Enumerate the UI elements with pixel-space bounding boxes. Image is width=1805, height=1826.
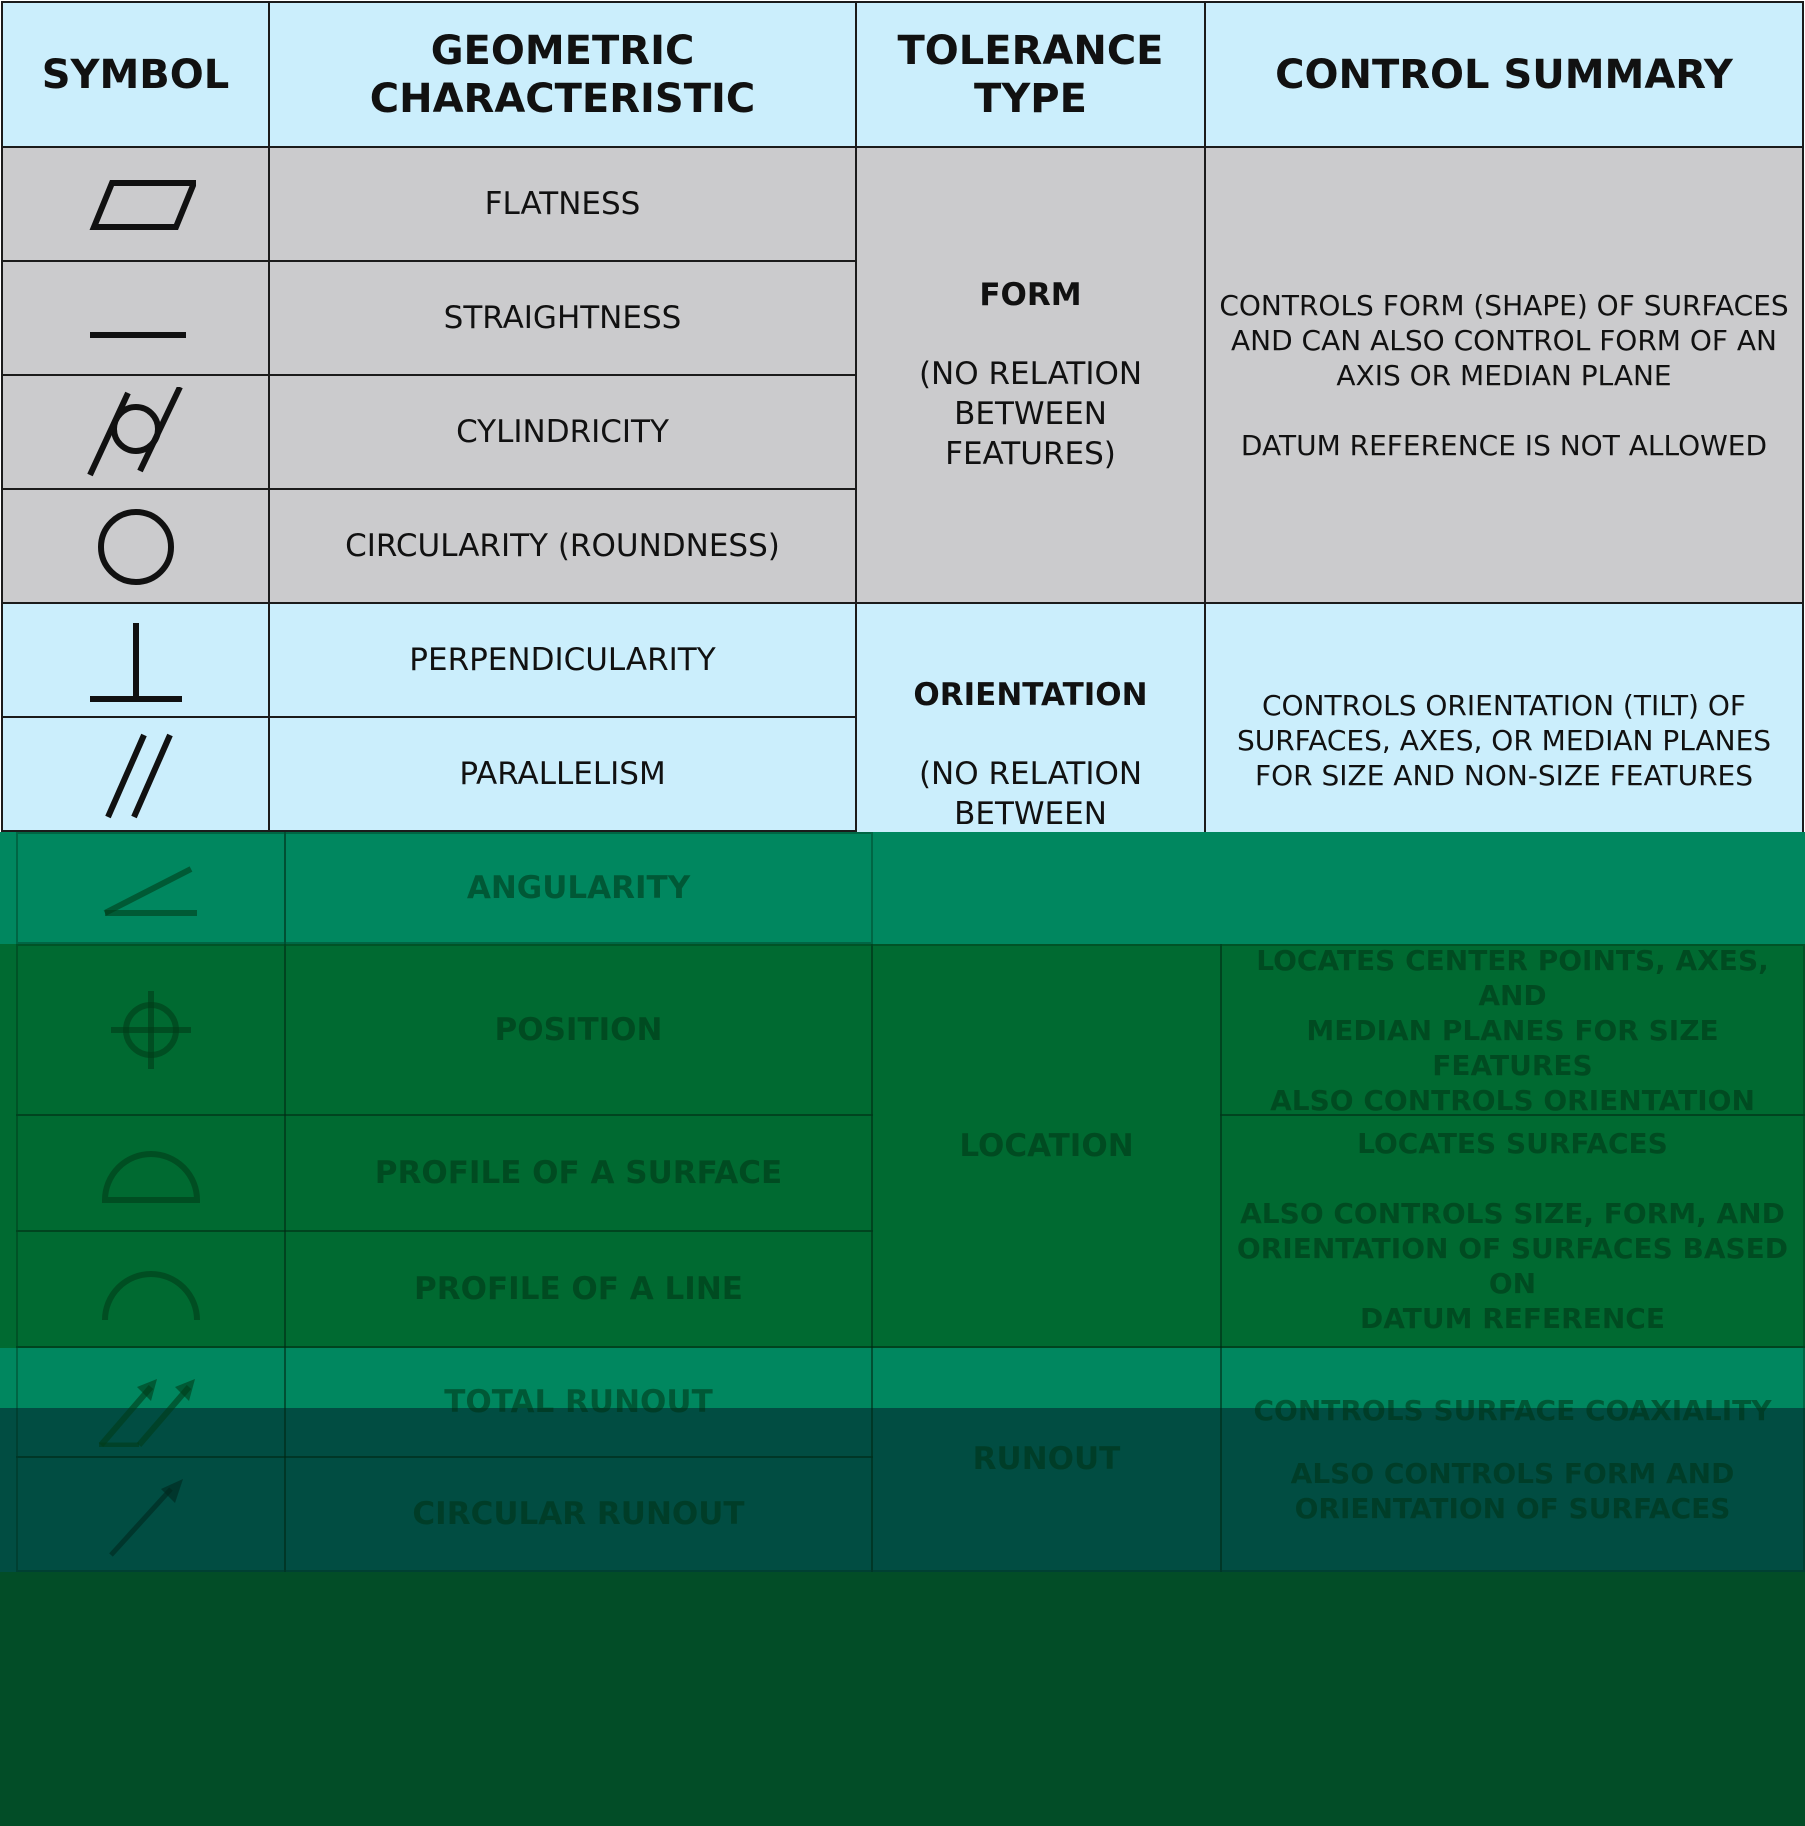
runout-summary-line3: ORIENTATION OF SURFACES	[1294, 1491, 1731, 1525]
circularity-label: CIRCULARITY (ROUNDNESS)	[345, 528, 780, 564]
parallelism-icon	[76, 729, 196, 819]
cylindricity-symbol	[1, 374, 270, 490]
form-type-sub3: FEATURES)	[945, 436, 1116, 473]
header-symbol-label: SYMBOL	[41, 51, 230, 98]
position-summary-line1: LOCATES CENTER POINTS, AXES, AND	[1256, 943, 1769, 1012]
orientation-summary-line3: FOR SIZE AND NON-SIZE FEATURES	[1255, 758, 1753, 792]
header-control-summary	[1204, 1, 1804, 148]
header-type-line2: TYPE	[974, 75, 1087, 122]
position-summary-line2: MEDIAN PLANES FOR SIZE FEATURES	[1306, 1013, 1719, 1082]
header-symbol	[1, 1, 270, 148]
straightness-name	[268, 260, 857, 376]
cylindricity-icon	[76, 387, 196, 477]
header-tolerance-type	[855, 1, 1206, 148]
header-summary-label: CONTROL SUMMARY	[1275, 51, 1733, 98]
profile-surface-label: PROFILE OF A SURFACE	[374, 1155, 783, 1191]
orientation-type-sub1: (NO RELATION	[918, 755, 1143, 792]
profile-summary-line4: DATUM REFERENCE	[1360, 1302, 1665, 1335]
orientation-type-sub2: BETWEEN	[954, 796, 1107, 832]
form-type-title: FORM	[979, 277, 1082, 314]
overlay-band-teal	[0, 832, 1805, 944]
runout-type-title: RUNOUT	[972, 1441, 1121, 1477]
perpendicularity-symbol	[1, 602, 270, 718]
orientation-type-title: ORIENTATION	[913, 677, 1148, 714]
form-summary-line4: DATUM REFERENCE IS NOT ALLOWED	[1240, 428, 1768, 462]
profile-summary-line2: ALSO CONTROLS SIZE, FORM, AND	[1240, 1197, 1785, 1230]
flatness-name	[268, 146, 857, 262]
header-characteristic-line1: GEOMETRIC	[430, 27, 695, 74]
perpendicularity-icon	[76, 615, 196, 705]
position-label: POSITION	[494, 1012, 663, 1048]
flatness-symbol	[1, 146, 270, 262]
position-summary-line3: ALSO CONTROLS ORIENTATION	[1270, 1083, 1755, 1117]
perpendicularity-label: PERPENDICULARITY	[409, 642, 716, 678]
orientation-summary-line2: SURFACES, AXES, OR MEDIAN PLANES	[1236, 723, 1772, 757]
runout-summary-line2: ALSO CONTROLS FORM AND	[1290, 1456, 1735, 1490]
cylindricity-label: CYLINDRICITY	[456, 414, 669, 450]
form-summary-line1: CONTROLS FORM (SHAPE) OF SURFACES	[1219, 288, 1789, 322]
circularity-icon	[76, 501, 196, 591]
perpendicularity-name	[268, 602, 857, 718]
straightness-icon	[76, 273, 196, 363]
total-runout-label: TOTAL RUNOUT	[444, 1384, 713, 1420]
form-type-sub2: BETWEEN	[954, 396, 1107, 432]
header-type-line1: TOLERANCE	[897, 27, 1164, 74]
flatness-label: FLATNESS	[484, 186, 641, 222]
circularity-symbol	[1, 488, 270, 604]
form-summary-line3: AXIS OR MEDIAN PLANE	[1336, 358, 1672, 392]
profile-line-label: PROFILE OF A LINE	[414, 1271, 743, 1307]
overlay-band-green	[0, 944, 1805, 1348]
parallelism-symbol	[1, 716, 270, 832]
angularity-label: ANGULARITY	[466, 870, 691, 906]
overlay-band-dark-green	[0, 1572, 1805, 1826]
parallelism-name	[268, 716, 857, 832]
orientation-summary-line1: CONTROLS ORIENTATION (TILT) OF	[1261, 688, 1747, 722]
straightness-label: STRAIGHTNESS	[443, 300, 682, 336]
runout-summary-line1: CONTROLS SURFACE COAXIALITY	[1253, 1393, 1772, 1427]
form-control-summary	[1204, 146, 1804, 604]
overlay-band-teal-2	[0, 1348, 1805, 1408]
location-type-title: LOCATION	[959, 1128, 1134, 1164]
profile-summary-line3: ORIENTATION OF SURFACES BASED ON	[1236, 1232, 1789, 1300]
cylindricity-name	[268, 374, 857, 490]
circularity-name	[268, 488, 857, 604]
header-characteristic	[268, 1, 857, 148]
straightness-symbol	[1, 260, 270, 376]
parallelism-label: PARALLELISM	[459, 756, 666, 792]
circular-runout-label: CIRCULAR RUNOUT	[412, 1496, 745, 1532]
form-tolerance-type	[855, 146, 1206, 604]
flatness-icon	[76, 159, 196, 249]
form-type-sub1: (NO RELATION	[918, 355, 1143, 392]
overlay-band-dark-teal	[0, 1408, 1805, 1572]
form-summary-line2: AND CAN ALSO CONTROL FORM OF AN	[1230, 323, 1777, 357]
profile-summary-line1: LOCATES SURFACES	[1357, 1127, 1668, 1160]
header-characteristic-line2: CHARACTERISTIC	[369, 75, 756, 122]
